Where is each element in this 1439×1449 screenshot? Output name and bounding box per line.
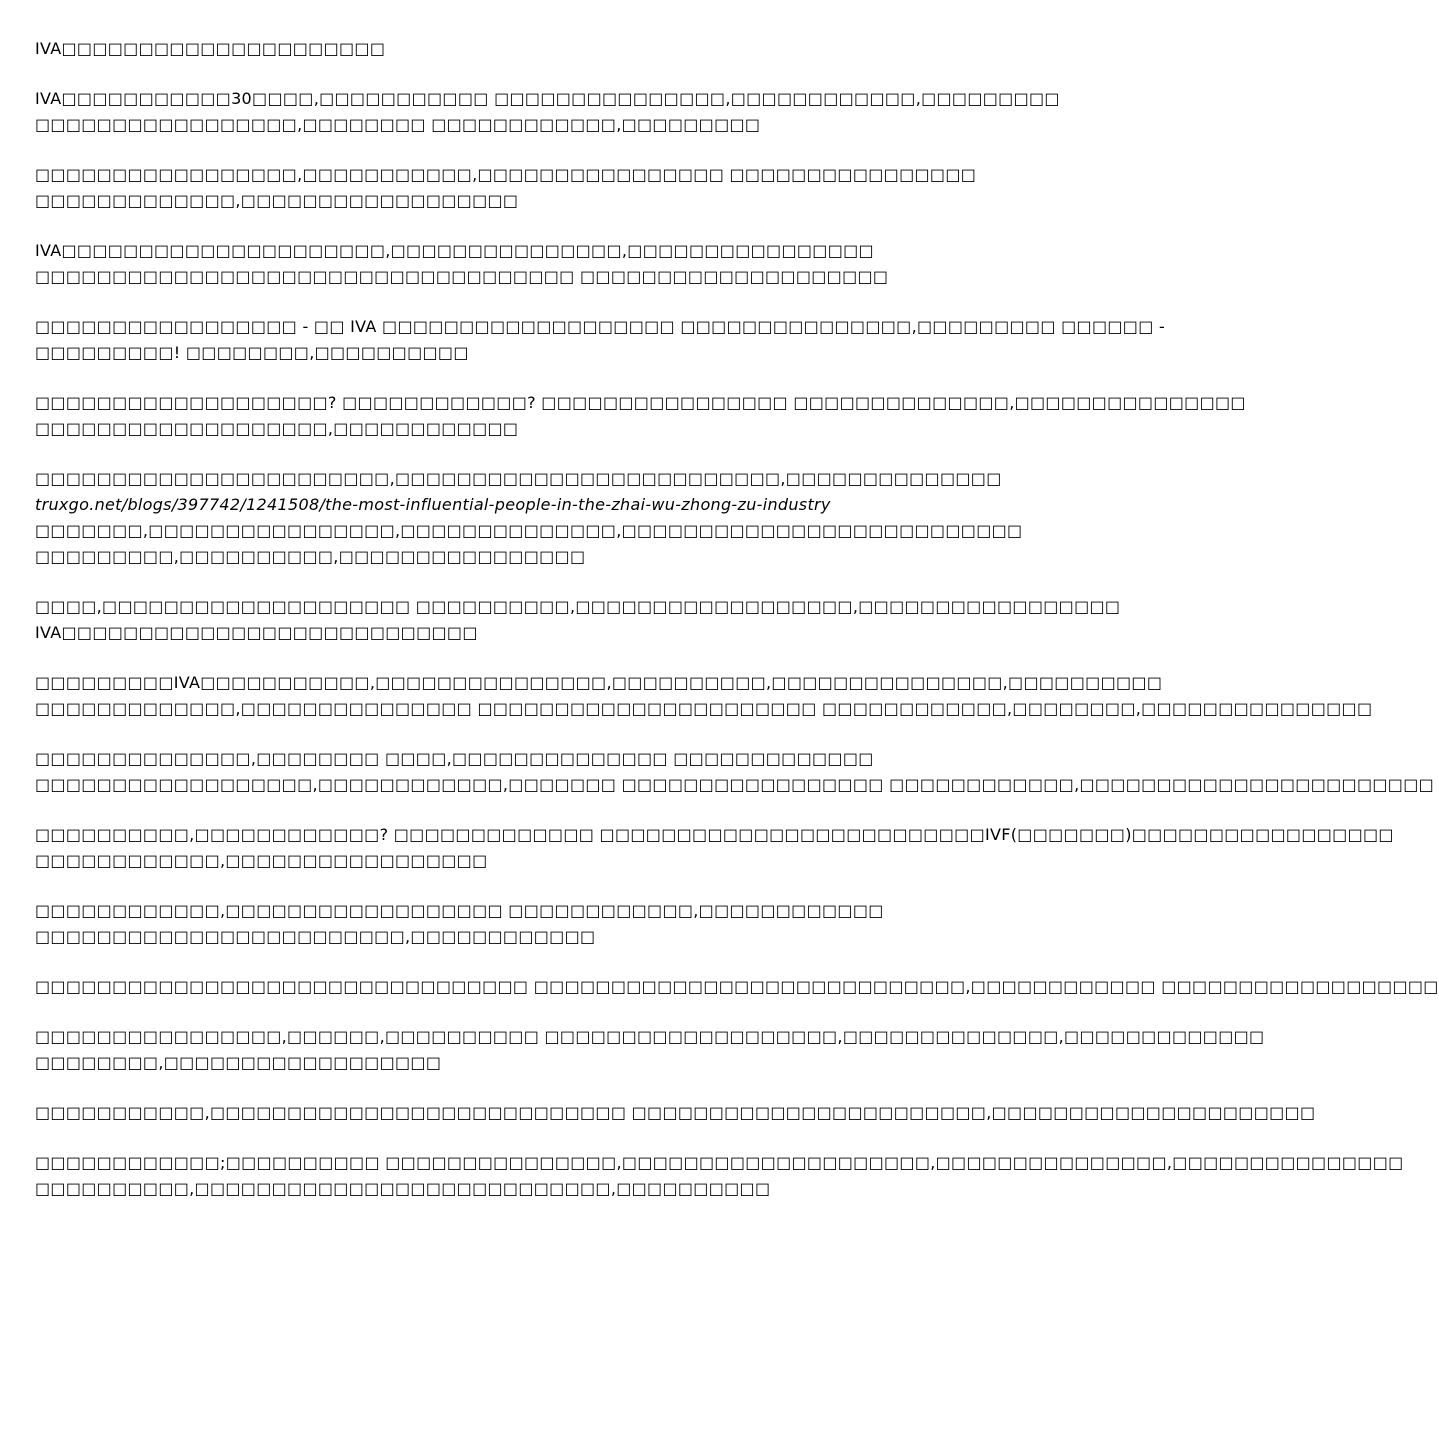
text-line: □□□□□□□□□! □□□□□□□□,□□□□□□□□□□: [35, 343, 469, 362]
text-line: □□□□□□□□□□□□□□□□□□□□□□□□□□□□□□□□ □□□□□□□□□□□□□□□□□□□□□□□□□□□□,□□□□□□□□□□□□ □□□□□□□□□□□□□□□□□□: [35, 977, 1439, 996]
text-line: □□□□□□□□□□□□□□□□□□□? □□□□□□□□□□□□? □□□□□□□□□□□□□□□□ □□□□□□□□□□□□□□,□□□□□□□□□□□□□□□: [35, 393, 1246, 412]
paragraph-6: [35, 390, 1246, 442]
text-line: □□□□□□□□□□□□,□□□□□□□□□□□□□□□□□: [35, 851, 488, 870]
paragraph-2: [35, 86, 1060, 138]
text-line: □□□□□□□□□□□□,□□□□□□□□□□□□□□□□□□ □□□□□□□□□□□□,□□□□□□□□□□□□: [35, 901, 884, 920]
paragraph-12: [35, 898, 995, 950]
text-line: □□□□□□□□□□,□□□□□□□□□□□□□□□□□□□□□□□□□□□,□□□□□□□□□□: [35, 1179, 771, 1198]
text-line: □□□□□□□□,□□□□□□□□□□□□□□□□□□: [35, 1053, 442, 1072]
text-line: □□□□□□□□□□□□□□,□□□□□□□□ □□□□,□□□□□□□□□□□□□□ □□□□□□□□□□□□□: [35, 749, 874, 768]
paragraph-7: [35, 466, 1023, 570]
text-line: □□□□□□□□□□□□□□□□,□□□□□□,□□□□□□□□□□ □□□□□□□□□□□□□□□□□□□,□□□□□□□□□□□□□□,□□□□□□□□□□□□□: [35, 1027, 1265, 1046]
text-line: □□□□□□□□□□□□□□□□□□□,□□□□□□□□□□□□: [35, 419, 519, 438]
text-line: □□□□□□□□□□□□□□□□□□□□□□□□□□□□□□□□□□□ □□□□□□□□□□□□□□□□□□□□: [35, 267, 889, 286]
text-line: □□□□□□□□□□□□□□□□□,□□□□□□□□ □□□□□□□□□□□□,□□□□□□□□□: [35, 115, 761, 134]
document-body: [35, 36, 1439, 1226]
text-line: □□□□□□□□□,□□□□□□□□□□,□□□□□□□□□□□□□□□□: [35, 547, 586, 566]
text-line: □□□□□□□□□□□□□□□□□,□□□□□□□□□□□,□□□□□□□□□□□□□□□□ □□□□□□□□□□□□□□□□: [35, 165, 977, 184]
text-line: □□□□□□□□□IVA□□□□□□□□□□□,□□□□□□□□□□□□□□□,□□□□□□□□□□,□□□□□□□□□□□□□□□,□□□□□□□□□□: [35, 673, 1163, 692]
paragraph-15: [35, 1100, 1316, 1126]
text-line: □□□□□□□□□□□,□□□□□□□□□□□□□□□□□□□□□□□□□□□ □□□□□□□□□□□□□□□□□□□□□□□,□□□□□□□□□□□□□□□□□□□□□: [35, 1103, 1316, 1122]
paragraph-1: [35, 36, 995, 62]
paragraph-11: [35, 822, 1394, 874]
paragraph-5: [35, 314, 1166, 366]
text-line: □□□□,□□□□□□□□□□□□□□□□□□□□ □□□□□□□□□□,□□□□□□□□□□□□□□□□□□,□□□□□□□□□□□□□□□□□: [35, 597, 1121, 616]
paragraph-16: [35, 1150, 1404, 1202]
text-line: □□□□□□□□□□□□□□□□□□□□□□□,□□□□□□□□□□□□□□□□□□□□□□□□□,□□□□□□□□□□□□□□: [35, 469, 1002, 488]
text-line: IVA□□□□□□□□□□□□□□□□□□□□□: [35, 39, 386, 58]
text-line: □□□□□□□□□□□□;□□□□□□□□□□ □□□□□□□□□□□□□□□,□□□□□□□□□□□□□□□□□□□□,□□□□□□□□□□□□□□□,□□□□□□□□□□□□□□□: [35, 1153, 1404, 1172]
article-link[interactable]: truxgo.net/blogs/397742/1241508/the-most-influential-people-in-the-zhai-wu-zhong-zu-industry: [35, 495, 831, 514]
paragraph-13: [35, 974, 1439, 1000]
text-line: IVA□□□□□□□□□□□30□□□□,□□□□□□□□□□□ □□□□□□□□□□□□□□□,□□□□□□□□□□□□,□□□□□□□□□: [35, 89, 1060, 108]
paragraph-9: [35, 670, 1373, 722]
text-line: □□□□□□□□□□□□□,□□□□□□□□□□□□□□□□□□: [35, 191, 519, 210]
paragraph-10: [35, 746, 1435, 798]
text-line: □□□□□□□□□□□□□,□□□□□□□□□□□□□□□ □□□□□□□□□□□□□□□□□□□□□□ □□□□□□□□□□□□,□□□□□□□□,□□□□□□□□□□□□□□□: [35, 699, 1373, 718]
text-line: □□□□□□□□□□□□□□□□□□□□□□□□,□□□□□□□□□□□□: [35, 927, 596, 946]
text-line: IVA□□□□□□□□□□□□□□□□□□□□□□□□□□□: [35, 623, 478, 642]
text-line: □□□□□□□,□□□□□□□□□□□□□□□□,□□□□□□□□□□□□□□,□□□□□□□□□□□□□□□□□□□□□□□□□□: [35, 521, 1023, 540]
text-line: □□□□□□□□□□,□□□□□□□□□□□□? □□□□□□□□□□□□□ □□□□□□□□□□□□□□□□□□□□□□□□□IVF(□□□□□□□)□□□□□□□□□□□□□□□□□: [35, 825, 1394, 844]
paragraph-3: [35, 162, 995, 214]
text-line: IVA□□□□□□□□□□□□□□□□□□□□□,□□□□□□□□□□□□□□□,□□□□□□□□□□□□□□□□: [35, 241, 874, 260]
text-line: □□□□□□□□□□□□□□□□□ - □□ IVA □□□□□□□□□□□□□□□□□□□ □□□□□□□□□□□□□□□,□□□□□□□□□ □□□□□□ -: [35, 317, 1166, 336]
paragraph-8: [35, 594, 1121, 646]
text-line: □□□□□□□□□□□□□□□□□□,□□□□□□□□□□□□,□□□□□□□ □□□□□□□□□□□□□□□□□ □□□□□□□□□□□□,□□□□□□□□□□□□□□□□□□□□□□□: [35, 775, 1435, 794]
paragraph-4: [35, 238, 995, 290]
paragraph-14: [35, 1024, 1265, 1076]
